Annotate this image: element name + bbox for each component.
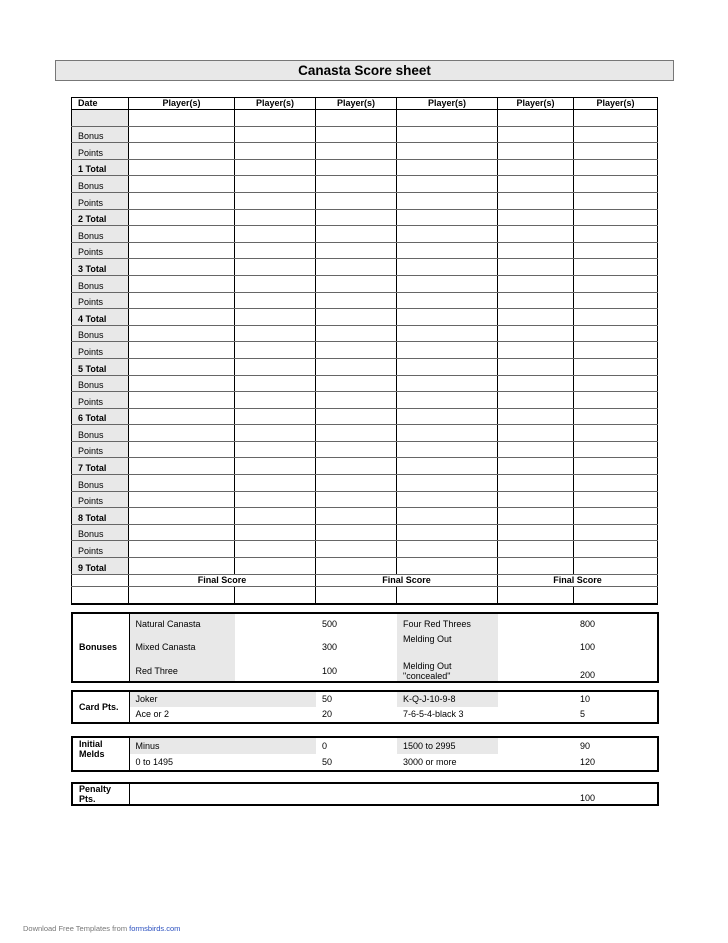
- score-cell[interactable]: [498, 275, 574, 292]
- score-cell[interactable]: [397, 209, 498, 226]
- score-row: [72, 541, 658, 558]
- score-cell[interactable]: [235, 126, 316, 143]
- score-cell[interactable]: [574, 425, 658, 442]
- score-cell[interactable]: [397, 309, 498, 326]
- four-red-threes-value: 800: [580, 618, 596, 629]
- score-cell[interactable]: [316, 159, 397, 176]
- score-cell[interactable]: [316, 143, 397, 160]
- melding-out-concealed-label-2: "concealed": [403, 671, 451, 681]
- card-pts-label: Card Pts.: [72, 691, 129, 723]
- score-cell[interactable]: [235, 408, 316, 425]
- score-cell[interactable]: [397, 259, 498, 276]
- score-cell[interactable]: [574, 275, 658, 292]
- ace-or-2-label: Ace or 2: [135, 709, 170, 719]
- row-label: 4 Total: [72, 309, 129, 326]
- score-cell[interactable]: [129, 358, 235, 375]
- final-score-cell[interactable]: [498, 586, 574, 604]
- score-cell[interactable]: [316, 342, 397, 359]
- score-cell[interactable]: [129, 458, 235, 475]
- score-cell[interactable]: [316, 541, 397, 558]
- score-row: [72, 375, 658, 392]
- row-label: Points: [72, 242, 129, 259]
- score-cell[interactable]: [316, 458, 397, 475]
- row-label: Points: [72, 541, 129, 558]
- score-cell[interactable]: [316, 475, 397, 492]
- mixed-canasta-label: Mixed Canasta: [129, 634, 235, 661]
- score-cell[interactable]: [574, 342, 658, 359]
- initial-melds-label-1: Initial: [79, 739, 103, 749]
- score-cell[interactable]: [397, 292, 498, 309]
- score-row: [72, 159, 658, 176]
- score-cell[interactable]: [397, 325, 498, 342]
- score-cell[interactable]: [316, 110, 397, 127]
- score-cell[interactable]: [129, 209, 235, 226]
- score-cell[interactable]: [235, 441, 316, 458]
- score-cell[interactable]: [235, 425, 316, 442]
- score-cell[interactable]: [129, 259, 235, 276]
- score-cell[interactable]: [235, 491, 316, 508]
- score-cell[interactable]: [316, 392, 397, 409]
- score-cell[interactable]: [498, 192, 574, 209]
- score-cell[interactable]: [235, 475, 316, 492]
- row-label: Bonus: [72, 275, 129, 292]
- score-cell[interactable]: [574, 558, 658, 575]
- score-cell[interactable]: [129, 192, 235, 209]
- score-cell[interactable]: [129, 524, 235, 541]
- score-cell[interactable]: [574, 143, 658, 160]
- score-cell[interactable]: [397, 126, 498, 143]
- joker-label: Joker: [129, 691, 235, 707]
- row-label: 5 Total: [72, 358, 129, 375]
- score-cell[interactable]: [316, 275, 397, 292]
- score-cell[interactable]: [397, 541, 498, 558]
- high-cards-value: 10: [580, 694, 591, 704]
- row-label: Points: [72, 192, 129, 209]
- score-cell[interactable]: [235, 342, 316, 359]
- score-cell[interactable]: [574, 209, 658, 226]
- score-row: [72, 110, 658, 127]
- score-cell[interactable]: [498, 110, 574, 127]
- melding-out-value: 100: [580, 642, 596, 652]
- score-cell[interactable]: [574, 358, 658, 375]
- score-cell[interactable]: [129, 226, 235, 243]
- score-cell[interactable]: [129, 342, 235, 359]
- score-cell[interactable]: [235, 375, 316, 392]
- score-row: [72, 126, 658, 143]
- score-cell[interactable]: [498, 143, 574, 160]
- bonuses-table: [71, 612, 659, 683]
- score-cell[interactable]: [316, 408, 397, 425]
- score-cell[interactable]: [498, 358, 574, 375]
- footer: [23, 924, 180, 933]
- row-label: 3 Total: [72, 259, 129, 276]
- score-cell[interactable]: [498, 259, 574, 276]
- row-label: [72, 110, 129, 127]
- score-cell[interactable]: [129, 475, 235, 492]
- score-cell[interactable]: [498, 408, 574, 425]
- score-cell[interactable]: [574, 392, 658, 409]
- score-cell[interactable]: [498, 209, 574, 226]
- minus-value: 0: [322, 740, 328, 751]
- row-label: Bonus: [72, 425, 129, 442]
- row-label: 7 Total: [72, 458, 129, 475]
- score-cell[interactable]: [235, 159, 316, 176]
- low-cards-value: 5: [580, 709, 586, 719]
- red-three-value: 100: [322, 665, 338, 676]
- score-cell[interactable]: [574, 375, 658, 392]
- score-cell[interactable]: [397, 275, 498, 292]
- row-label: Points: [72, 392, 129, 409]
- row-label: Points: [72, 491, 129, 508]
- player-header: Player(s): [129, 98, 235, 110]
- score-cell[interactable]: [574, 176, 658, 193]
- final-score-label: Final Score: [498, 574, 658, 586]
- score-cell[interactable]: [316, 242, 397, 259]
- player-header: Player(s): [498, 98, 574, 110]
- card-points-table: [71, 690, 659, 724]
- score-cell[interactable]: [574, 541, 658, 558]
- score-cell[interactable]: [574, 159, 658, 176]
- score-row: [72, 192, 658, 209]
- player-header: Player(s): [316, 98, 397, 110]
- score-cell[interactable]: [235, 110, 316, 127]
- score-row: [72, 242, 658, 259]
- score-cell[interactable]: [498, 309, 574, 326]
- score-cell[interactable]: [129, 392, 235, 409]
- score-cell[interactable]: [397, 408, 498, 425]
- score-cell[interactable]: [397, 558, 498, 575]
- row-label: Points: [72, 143, 129, 160]
- score-cell[interactable]: [498, 159, 574, 176]
- score-cell[interactable]: [574, 259, 658, 276]
- score-row: [72, 275, 658, 292]
- score-table: [71, 97, 658, 605]
- score-cell[interactable]: [316, 524, 397, 541]
- low-cards-label: 7-6-5-4-black 3: [403, 709, 464, 719]
- row-label: Bonus: [72, 325, 129, 342]
- row-label: Bonus: [72, 524, 129, 541]
- score-cell[interactable]: [129, 558, 235, 575]
- score-cell[interactable]: [397, 176, 498, 193]
- score-cell[interactable]: [574, 491, 658, 508]
- player-header: Player(s): [574, 98, 658, 110]
- final-score-cell[interactable]: [574, 586, 658, 604]
- mixed-canasta-value: 300: [322, 642, 338, 652]
- score-cell[interactable]: [397, 358, 498, 375]
- score-cell[interactable]: [574, 524, 658, 541]
- minus-label: Minus: [129, 737, 235, 754]
- score-cell[interactable]: [129, 292, 235, 309]
- row-label: Bonus: [72, 176, 129, 193]
- score-row: [72, 176, 658, 193]
- player-header: Player(s): [235, 98, 316, 110]
- score-row: [72, 491, 658, 508]
- footer-link[interactable]: formsbirds.com: [129, 924, 181, 933]
- score-cell[interactable]: [574, 292, 658, 309]
- final-score-cell[interactable]: [316, 586, 397, 604]
- score-cell[interactable]: [235, 192, 316, 209]
- score-cell[interactable]: [397, 508, 498, 525]
- score-cell[interactable]: [574, 242, 658, 259]
- score-cell[interactable]: [397, 475, 498, 492]
- score-cell[interactable]: [498, 176, 574, 193]
- four-red-threes-label: Four Red Threes: [397, 613, 498, 634]
- score-row: [72, 325, 658, 342]
- score-cell[interactable]: [129, 126, 235, 143]
- score-cell[interactable]: [397, 342, 498, 359]
- score-cell[interactable]: [129, 309, 235, 326]
- score-row: [72, 358, 658, 375]
- score-row: [72, 143, 658, 160]
- score-cell[interactable]: [235, 309, 316, 326]
- score-cell[interactable]: [235, 209, 316, 226]
- score-cell[interactable]: [235, 541, 316, 558]
- joker-value: 50: [322, 694, 333, 704]
- score-cell[interactable]: [574, 309, 658, 326]
- score-cell[interactable]: [397, 392, 498, 409]
- score-cell[interactable]: [574, 226, 658, 243]
- score-cell[interactable]: [129, 491, 235, 508]
- score-cell[interactable]: [397, 491, 498, 508]
- score-cell[interactable]: [129, 242, 235, 259]
- zero-to-1495-label: 0 to 1495: [135, 756, 174, 767]
- score-cell[interactable]: [316, 491, 397, 508]
- row-label: Points: [72, 342, 129, 359]
- score-cell[interactable]: [235, 325, 316, 342]
- row-label: 8 Total: [72, 508, 129, 525]
- score-cell[interactable]: [235, 242, 316, 259]
- score-cell[interactable]: [397, 242, 498, 259]
- score-cell[interactable]: [235, 143, 316, 160]
- red-three-label: Red Three: [129, 661, 235, 682]
- score-cell[interactable]: [316, 176, 397, 193]
- score-cell[interactable]: [574, 126, 658, 143]
- score-cell[interactable]: [397, 425, 498, 442]
- score-cell[interactable]: [235, 292, 316, 309]
- score-cell[interactable]: [235, 558, 316, 575]
- score-cell[interactable]: [316, 209, 397, 226]
- final-score-cell[interactable]: [397, 586, 498, 604]
- score-row: [72, 558, 658, 575]
- score-cell[interactable]: [498, 126, 574, 143]
- score-cell[interactable]: [129, 143, 235, 160]
- score-cell[interactable]: [397, 458, 498, 475]
- score-cell[interactable]: [574, 508, 658, 525]
- r3000-label: 3000 or more: [403, 756, 457, 767]
- row-label: 6 Total: [72, 408, 129, 425]
- score-cell[interactable]: [498, 342, 574, 359]
- score-cell[interactable]: [129, 159, 235, 176]
- score-row: [72, 475, 658, 492]
- score-cell[interactable]: [397, 192, 498, 209]
- score-cell[interactable]: [498, 425, 574, 442]
- score-cell[interactable]: [316, 309, 397, 326]
- score-cell[interactable]: [498, 441, 574, 458]
- natural-canasta-value: 500: [322, 618, 338, 629]
- score-cell[interactable]: [129, 508, 235, 525]
- score-row: [72, 441, 658, 458]
- score-cell[interactable]: [235, 176, 316, 193]
- score-cell[interactable]: [397, 375, 498, 392]
- melding-out-label: Melding Out: [397, 634, 498, 661]
- row-label: 9 Total: [72, 558, 129, 575]
- penalty-value: 100: [580, 793, 596, 803]
- melding-out-concealed-label: Melding Out: [403, 661, 452, 671]
- score-row: [72, 309, 658, 326]
- score-row: [72, 508, 658, 525]
- penalty-table: [71, 782, 659, 806]
- score-cell[interactable]: [574, 408, 658, 425]
- score-cell[interactable]: [129, 110, 235, 127]
- score-cell[interactable]: [498, 392, 574, 409]
- player-header: Player(s): [397, 98, 498, 110]
- score-row: [72, 408, 658, 425]
- date-header: Date: [72, 98, 129, 110]
- score-cell[interactable]: [316, 558, 397, 575]
- score-cell[interactable]: [498, 508, 574, 525]
- final-score-cell[interactable]: [235, 586, 316, 604]
- score-row: [72, 226, 658, 243]
- score-cell[interactable]: [397, 441, 498, 458]
- initial-melds-label-2: Melds: [79, 749, 105, 759]
- bonuses-label: Bonuses: [72, 613, 129, 682]
- score-cell[interactable]: [129, 441, 235, 458]
- melding-out-concealed-value: 200: [580, 670, 596, 680]
- score-cell[interactable]: [316, 508, 397, 525]
- row-label: 1 Total: [72, 159, 129, 176]
- score-cell[interactable]: [316, 126, 397, 143]
- score-cell[interactable]: [574, 325, 658, 342]
- score-cell[interactable]: [574, 475, 658, 492]
- score-row: [72, 458, 658, 475]
- score-row: [72, 392, 658, 409]
- score-cell[interactable]: [316, 192, 397, 209]
- score-row: [72, 425, 658, 442]
- score-cell[interactable]: [316, 292, 397, 309]
- row-label: Bonus: [72, 475, 129, 492]
- score-cell[interactable]: [316, 325, 397, 342]
- score-row: [72, 259, 658, 276]
- r3000-value: 120: [580, 756, 596, 767]
- score-cell[interactable]: [129, 176, 235, 193]
- score-row: [72, 209, 658, 226]
- page-title: Canasta Score sheet: [55, 60, 674, 81]
- score-cell[interactable]: [129, 375, 235, 392]
- score-row: [72, 292, 658, 309]
- score-cell[interactable]: [235, 392, 316, 409]
- score-cell[interactable]: [316, 441, 397, 458]
- score-cell[interactable]: [498, 242, 574, 259]
- score-cell[interactable]: [498, 558, 574, 575]
- footer-text: Download Free Templates from: [23, 924, 130, 933]
- score-row: [72, 524, 658, 541]
- score-cell[interactable]: [397, 226, 498, 243]
- row-label: Points: [72, 292, 129, 309]
- score-cell[interactable]: [498, 524, 574, 541]
- score-cell[interactable]: [498, 541, 574, 558]
- penalty-label-1: Penalty: [79, 784, 112, 794]
- score-cell[interactable]: [316, 259, 397, 276]
- row-label: Bonus: [72, 375, 129, 392]
- score-cell[interactable]: [397, 110, 498, 127]
- initial-melds-table: [71, 736, 659, 772]
- penalty-label-2: Pts.: [79, 794, 96, 804]
- score-cell[interactable]: [397, 143, 498, 160]
- zero-to-1495-value: 50: [322, 756, 333, 767]
- score-cell[interactable]: [235, 259, 316, 276]
- score-cell[interactable]: [397, 524, 498, 541]
- score-cell[interactable]: [498, 226, 574, 243]
- final-score-cell[interactable]: [129, 586, 235, 604]
- score-row: [72, 342, 658, 359]
- score-cell[interactable]: [498, 475, 574, 492]
- score-cell[interactable]: [129, 541, 235, 558]
- final-score-label: Final Score: [316, 574, 498, 586]
- score-cell[interactable]: [498, 458, 574, 475]
- score-cell[interactable]: [316, 425, 397, 442]
- score-cell[interactable]: [574, 458, 658, 475]
- score-cell[interactable]: [316, 358, 397, 375]
- score-cell[interactable]: [129, 425, 235, 442]
- score-cell[interactable]: [235, 275, 316, 292]
- score-cell[interactable]: [235, 458, 316, 475]
- r1500-label: 1500 to 2995: [397, 737, 498, 754]
- score-cell[interactable]: [498, 325, 574, 342]
- natural-canasta-label: Natural Canasta: [129, 613, 235, 634]
- score-cell[interactable]: [316, 226, 397, 243]
- ace-or-2-value: 20: [322, 709, 333, 719]
- row-label: Points: [72, 441, 129, 458]
- score-cell[interactable]: [235, 508, 316, 525]
- row-label: 2 Total: [72, 209, 129, 226]
- score-cell[interactable]: [574, 110, 658, 127]
- score-cell[interactable]: [129, 275, 235, 292]
- score-cell[interactable]: [574, 192, 658, 209]
- score-cell[interactable]: [235, 524, 316, 541]
- score-cell[interactable]: [498, 292, 574, 309]
- final-score-label: Final Score: [129, 574, 316, 586]
- score-cell[interactable]: [498, 375, 574, 392]
- score-cell[interactable]: [316, 375, 397, 392]
- score-cell[interactable]: [397, 159, 498, 176]
- row-label: Bonus: [72, 126, 129, 143]
- r1500-value: 90: [580, 740, 591, 751]
- score-cell[interactable]: [129, 408, 235, 425]
- row-label: Bonus: [72, 226, 129, 243]
- score-cell[interactable]: [574, 441, 658, 458]
- high-cards-label: K-Q-J-10-9-8: [397, 691, 498, 707]
- score-cell[interactable]: [498, 491, 574, 508]
- score-cell[interactable]: [235, 358, 316, 375]
- score-cell[interactable]: [235, 226, 316, 243]
- score-cell[interactable]: [129, 325, 235, 342]
